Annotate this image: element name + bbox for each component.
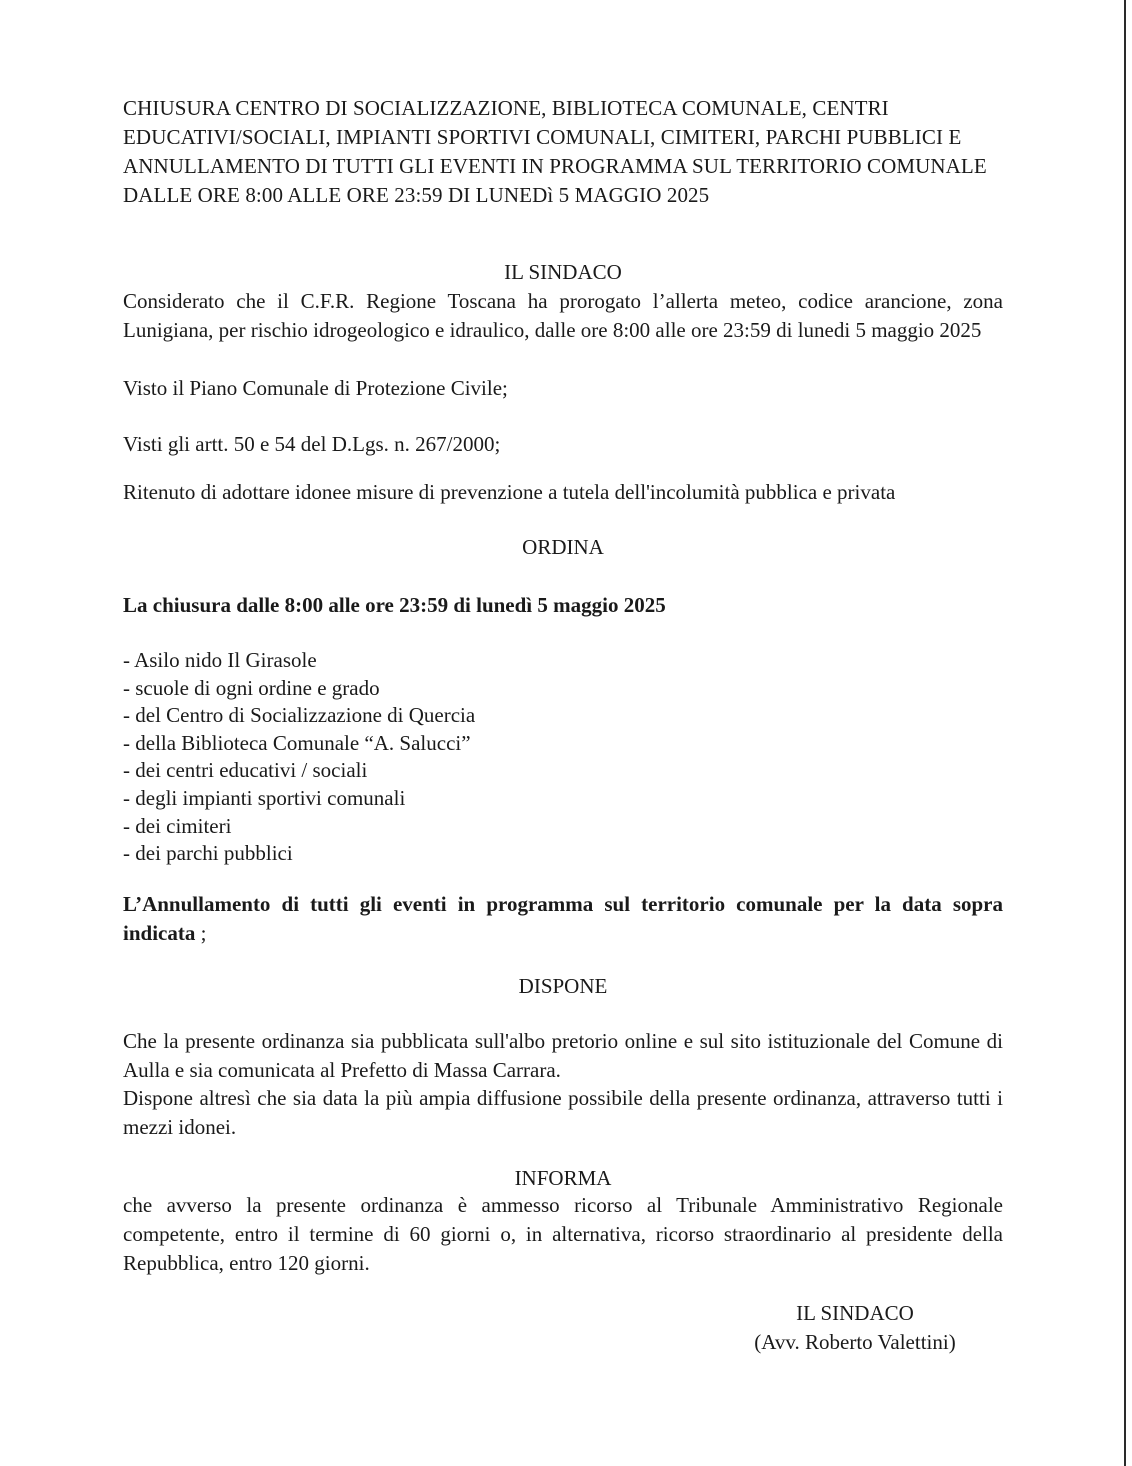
signature-block (740, 1299, 970, 1357)
list-item: - dei cimiteri (123, 813, 232, 838)
closures-list (123, 647, 1003, 868)
informa-paragraph: che avverso la presente ordinanza è ammesso ricorso al Tribunale Amministrativo Regionale competente, entro il termine di 60 giorni o, in alternativa, ricorso straordinario al presidente della Repubblica, entro 120 giorni. (123, 1193, 1003, 1275)
sindaco-heading: IL SINDACO (504, 260, 622, 284)
informa-heading: INFORMA (514, 1166, 612, 1190)
ritenuto-paragraph: Ritenuto di adottare idonee misure di prevenzione a tutela dell'incolumità pubblica e privata (123, 480, 896, 504)
list-item: - degli impianti sportivi comunali (123, 785, 406, 810)
list-item: - Asilo nido Il Girasole (123, 648, 317, 672)
scan-edge-line (1124, 0, 1126, 1466)
annullamento-paragraph (123, 890, 1003, 948)
list-item: - dei parchi pubblici (123, 841, 293, 866)
signature-title: IL SINDACO (796, 1301, 914, 1325)
list-item: - scuole di ogni ordine e grado (123, 675, 380, 700)
visto-paragraph: Visto il Piano Comunale di Protezione Civile; (123, 376, 508, 400)
signature-name: (Avv. Roberto Valettini) (754, 1330, 956, 1354)
dispone-heading: DISPONE (518, 974, 608, 998)
chiusura-line: La chiusura dalle 8:00 alle ore 23:59 di lunedì 5 maggio 2025 (123, 593, 666, 617)
considerato-paragraph: Considerato che il C.F.R. Regione Toscana ha prorogato l’allerta meteo, codice arancione, zona Lunigiana, per rischio idrogeologico e idraulico, dalle ore 8:00 alle ore 23:59 di lunedi 5 maggio 2025 (123, 289, 1003, 342)
ordina-heading: ORDINA (522, 535, 604, 559)
list-item: - dei centri educativi / sociali (123, 758, 368, 783)
annullamento-text: L’Annullamento di tutti gli eventi in programma sul territorio comunale per la data sopra indicata (123, 892, 1003, 945)
document-title: CHIUSURA CENTRO DI SOCIALIZZAZIONE, BIBLIOTECA COMUNALE, CENTRI EDUCATIVI/SOCIALI, IMPIANTI SPORTIVI COMUNALI, CIMITERI, PARCHI PUBBLICI E ANNULLAMENTO DI TUTTI GLI EVENTI IN PROGRAMMA SUL TERRITORIO COMUNALE DALLE ORE 8:00 ALLE ORE 23:59 DI LUNEDì 5 MAGGIO 2025 (123, 96, 987, 207)
visti-paragraph: Visti gli artt. 50 e 54 del D.Lgs. n. 267/2000; (123, 432, 501, 456)
list-item: - del Centro di Socializzazione di Quercia (123, 703, 476, 728)
list-item: - della Biblioteca Comunale “A. Salucci” (123, 730, 471, 755)
dispone-paragraph-1: Che la presente ordinanza sia pubblicata sull'albo pretorio online e sul sito istituzionale del Comune di Aulla e sia comunicata al Prefetto di Massa Carrara. (123, 1029, 1003, 1082)
annullamento-tail: ; (195, 921, 207, 945)
dispone-paragraph-2: Dispone altresì che sia data la più ampia diffusione possibile della presente ordinanza, attraverso tutti i mezzi idonei. (123, 1086, 1003, 1139)
